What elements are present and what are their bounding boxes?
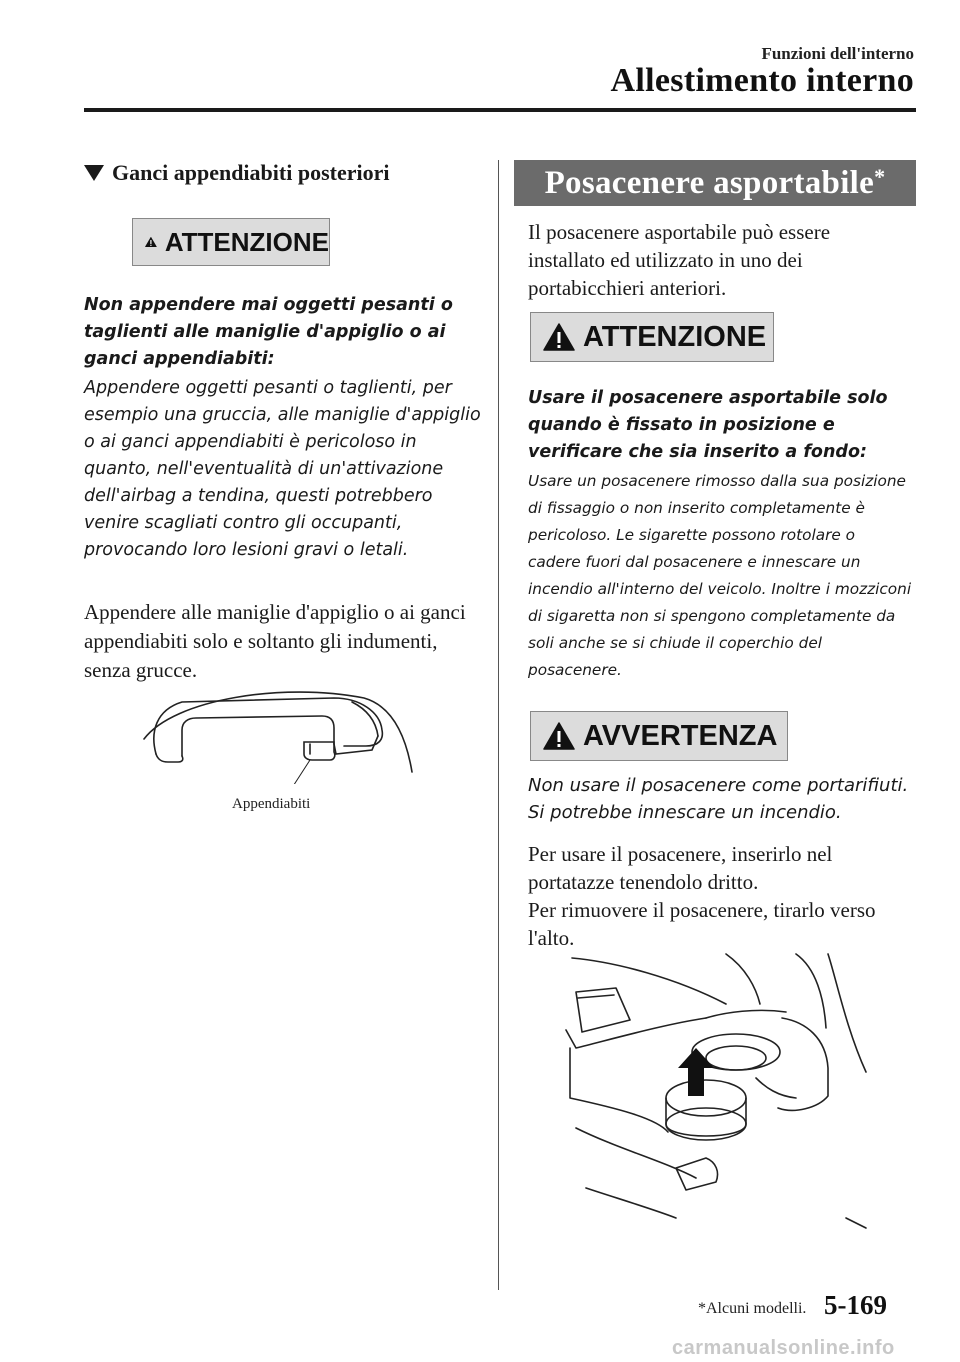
caution-heading-text: Usare il posacenere asportabile solo quando è fissato in posizione e verificare che sia inserito a fondo: — [528, 388, 888, 462]
notice-label: AVVERTENZA — [583, 719, 778, 752]
caution-badge — [132, 218, 330, 266]
caution-body-text: Usare un posacenere rimosso dalla sua posizione di fissaggio o non inserito completamente è pericoloso. Le sigarette possono rotolare o cadere fuori dal posacenere e innescare un incendio all'interno del veicolo. Inoltre i mozziconi di sigaretta non si spengono completamente da soli anche se si chiude il coperchio del posacenere. — [528, 472, 912, 679]
triangle-marker-icon — [84, 165, 104, 181]
footnote: *Alcuni modelli. — [698, 1300, 807, 1317]
banner-title: Posacenere asportabile — [544, 164, 875, 201]
caution-body-text: Appendere oggetti pesanti o taglienti, per esempio una gruccia, alle maniglie d'appiglio o ai ganci appendiabiti è pericoloso in quanto, nell'eventualità di un'attivazione dell'airbag a tendina, questi potrebbero venire scagliati contro gli occupanti, provocando loro lesioni gravi o letali. — [84, 378, 481, 560]
page-title: Allestimento interno — [610, 62, 914, 99]
section-banner — [514, 160, 916, 206]
figure-caption: Appendiabiti — [232, 796, 311, 812]
grab-handle-illustration — [134, 684, 424, 784]
warning-triangle-icon — [543, 722, 575, 750]
caution-heading-text: Non appendere mai oggetti pesanti o taglienti alle maniglie d'appiglio o ai ganci appendiabiti: — [84, 295, 453, 369]
column-divider — [498, 160, 499, 1290]
caution-label: ATTENZIONE — [164, 226, 329, 257]
caution-label: ATTENZIONE — [583, 320, 767, 353]
instruction-remove: Per rimuovere il posacenere, tirarlo verso l'alto. — [528, 898, 876, 950]
warning-triangle-icon — [145, 229, 157, 255]
caution-badge-ashtray — [530, 312, 774, 362]
instructions-paragraph — [528, 840, 912, 952]
console-ashtray-illustration — [556, 948, 886, 1248]
notice-badge — [530, 711, 788, 761]
header-rule — [84, 108, 916, 112]
section-title: Ganci appendiabiti posteriori — [112, 160, 390, 185]
chapter-label: Funzioni dell'interno — [761, 44, 914, 63]
body-paragraph: Appendere alle maniglie d'appiglio o ai ganci appendiabiti solo e soltanto gli indumenti, senza grucce. — [84, 600, 466, 682]
watermark: carmanualsonline.info — [672, 1337, 895, 1359]
intro-paragraph: Il posacenere asportabile può essere installato ed utilizzato in uno dei portabicchieri anteriori. — [528, 220, 831, 300]
instruction-insert: Per usare il posacenere, inserirlo nel portatazze tenendolo dritto. — [528, 842, 833, 894]
section-heading — [84, 160, 389, 186]
banner-footnote-mark: * — [874, 164, 886, 189]
warning-triangle-icon — [543, 323, 575, 351]
page-number: 5-169 — [824, 1290, 887, 1320]
notice-text: Non usare il posacenere come portarifiuti. Si potrebbe innescare un incendio. — [528, 775, 909, 823]
